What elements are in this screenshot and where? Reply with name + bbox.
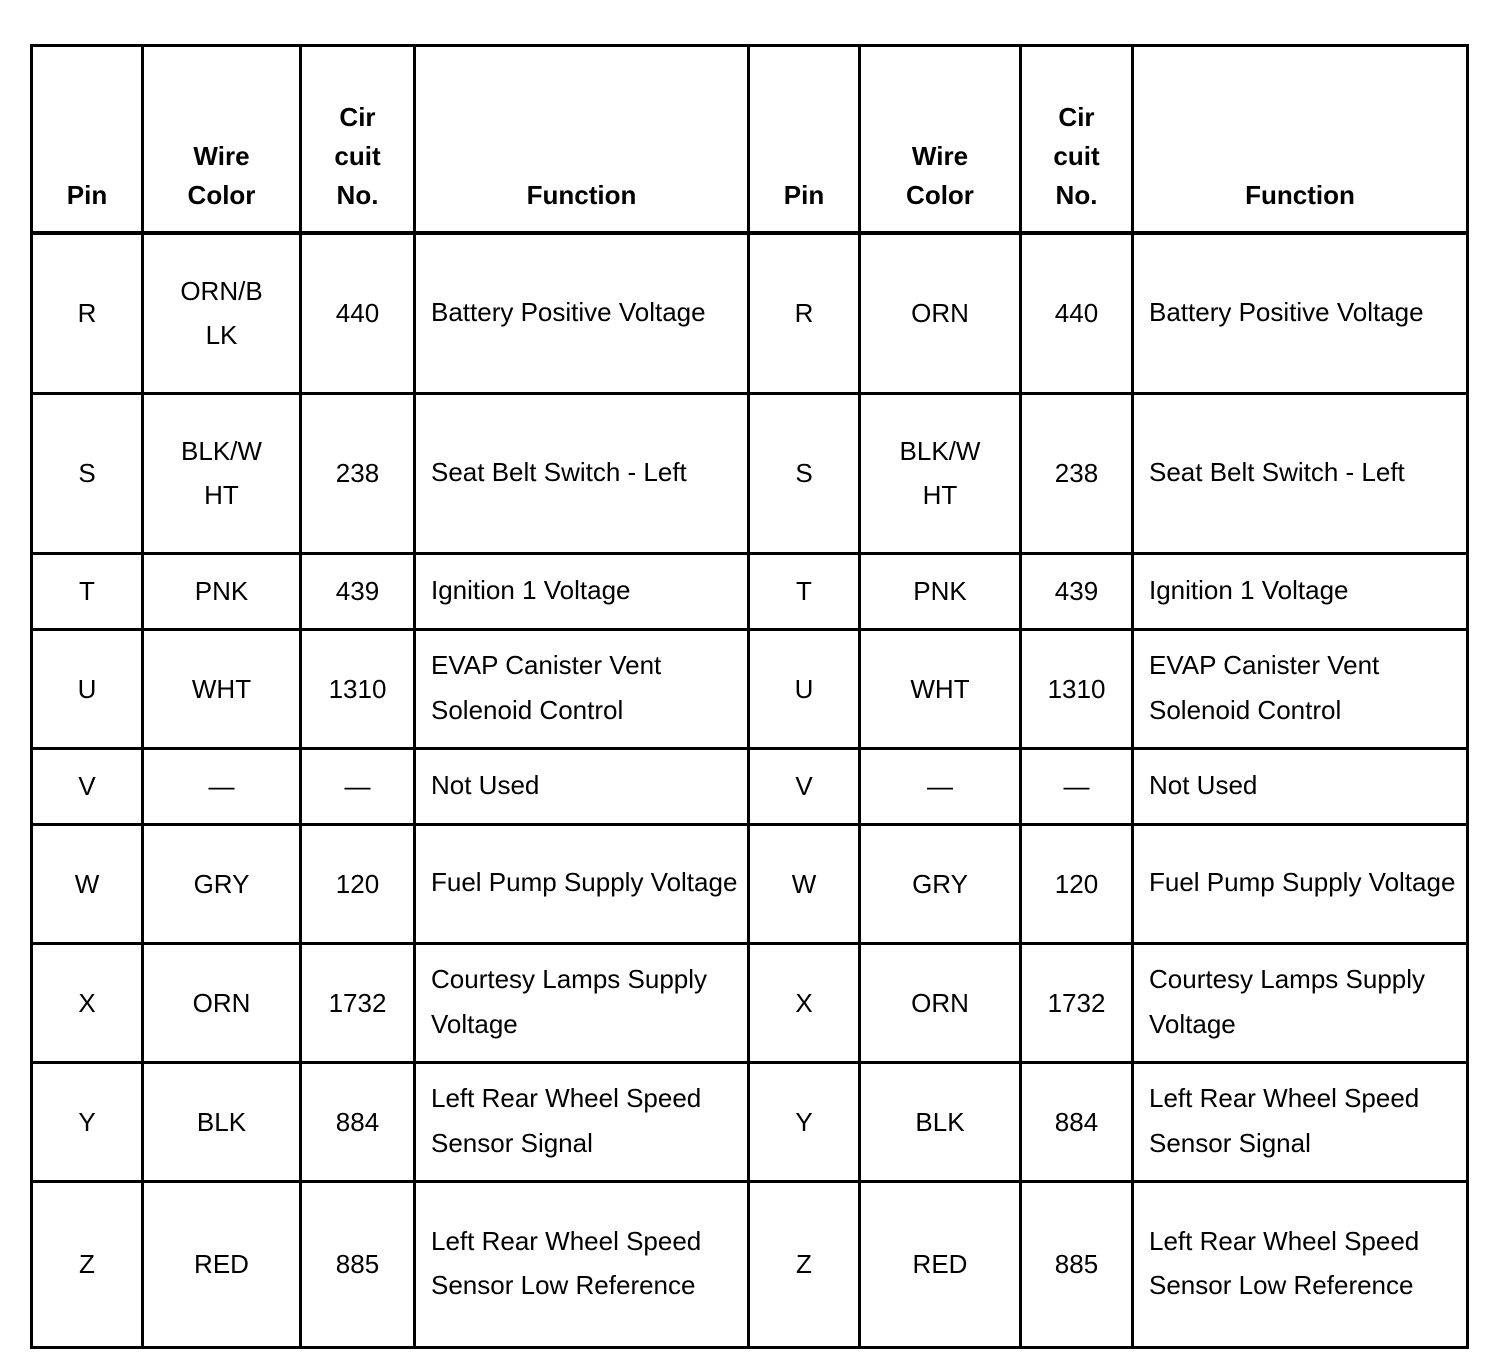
circuit-no-cell-right: 885 — [1021, 1181, 1133, 1347]
wire-color-cell-right: BLK/W HT — [860, 393, 1021, 553]
header-pin-left: Pin — [32, 46, 143, 234]
wire-color-cell-left: WHT — [143, 629, 301, 748]
circuit-no-cell-right: 238 — [1021, 393, 1133, 553]
function-cell-left: Ignition 1 Voltage — [415, 553, 749, 629]
pin-cell-left: V — [32, 748, 143, 824]
table-row — [32, 553, 1468, 629]
function-cell-right: Left Rear Wheel Speed Sensor Signal — [1133, 1062, 1468, 1181]
wire-color-cell-left: GRY — [143, 824, 301, 943]
table-row — [32, 824, 1468, 943]
function-cell-left: Courtesy Lamps Supply Voltage — [415, 943, 749, 1062]
table-row — [32, 233, 1468, 393]
circuit-no-cell-left: 440 — [301, 233, 415, 393]
wire-color-cell-right: BLK — [860, 1062, 1021, 1181]
header-circuit-no-right: Cir cuit No. — [1021, 46, 1133, 234]
pin-cell-right: S — [749, 393, 860, 553]
wire-color-cell-right: RED — [860, 1181, 1021, 1347]
wire-color-cell-left: ORN/B LK — [143, 233, 301, 393]
wire-color-cell-right: — — [860, 748, 1021, 824]
table-row — [32, 393, 1468, 553]
circuit-no-cell-right: 440 — [1021, 233, 1133, 393]
function-cell-right: Not Used — [1133, 748, 1468, 824]
header-wire-color-right: Wire Color — [860, 46, 1021, 234]
table-row — [32, 629, 1468, 748]
function-cell-left: Left Rear Wheel Speed Sensor Low Reference — [415, 1181, 749, 1347]
function-cell-left: Seat Belt Switch - Left — [415, 393, 749, 553]
circuit-no-cell-right: — — [1021, 748, 1133, 824]
circuit-no-cell-left: 439 — [301, 553, 415, 629]
circuit-no-cell-left: 120 — [301, 824, 415, 943]
table-body — [32, 233, 1468, 1347]
table-row — [32, 748, 1468, 824]
function-cell-right: Battery Positive Voltage — [1133, 233, 1468, 393]
circuit-no-cell-left: 884 — [301, 1062, 415, 1181]
pin-cell-right: X — [749, 943, 860, 1062]
circuit-no-cell-right: 1310 — [1021, 629, 1133, 748]
circuit-no-cell-left: 885 — [301, 1181, 415, 1347]
wire-color-cell-left: ORN — [143, 943, 301, 1062]
wire-color-cell-left: — — [143, 748, 301, 824]
table-row — [32, 943, 1468, 1062]
wire-color-cell-left: RED — [143, 1181, 301, 1347]
function-cell-left: Fuel Pump Supply Voltage — [415, 824, 749, 943]
circuit-no-cell-right: 884 — [1021, 1062, 1133, 1181]
function-cell-right: Fuel Pump Supply Voltage — [1133, 824, 1468, 943]
wire-color-cell-left: BLK — [143, 1062, 301, 1181]
pin-cell-left: T — [32, 553, 143, 629]
circuit-no-cell-left: 238 — [301, 393, 415, 553]
header-row — [32, 46, 1468, 234]
connector-pin-table — [30, 44, 1469, 1349]
pin-cell-right: U — [749, 629, 860, 748]
function-cell-left: Battery Positive Voltage — [415, 233, 749, 393]
circuit-no-cell-right: 439 — [1021, 553, 1133, 629]
pin-cell-right: W — [749, 824, 860, 943]
circuit-no-cell-right: 1732 — [1021, 943, 1133, 1062]
function-cell-right: EVAP Canister Vent Solenoid Control — [1133, 629, 1468, 748]
pin-cell-left: Y — [32, 1062, 143, 1181]
pin-cell-left: S — [32, 393, 143, 553]
function-cell-left: EVAP Canister Vent Solenoid Control — [415, 629, 749, 748]
wire-color-cell-right: PNK — [860, 553, 1021, 629]
circuit-no-cell-left: 1310 — [301, 629, 415, 748]
function-cell-left: Left Rear Wheel Speed Sensor Signal — [415, 1062, 749, 1181]
header-function-left: Function — [415, 46, 749, 234]
function-cell-right: Left Rear Wheel Speed Sensor Low Reference — [1133, 1181, 1468, 1347]
wire-color-cell-right: ORN — [860, 943, 1021, 1062]
pin-cell-right: T — [749, 553, 860, 629]
wire-color-cell-left: PNK — [143, 553, 301, 629]
header-function-right: Function — [1133, 46, 1468, 234]
table-row — [32, 1181, 1468, 1347]
circuit-no-cell-right: 120 — [1021, 824, 1133, 943]
pin-cell-left: R — [32, 233, 143, 393]
header-pin-right: Pin — [749, 46, 860, 234]
pin-cell-right: Y — [749, 1062, 860, 1181]
function-cell-right: Ignition 1 Voltage — [1133, 553, 1468, 629]
wire-color-cell-right: ORN — [860, 233, 1021, 393]
pin-cell-right: Z — [749, 1181, 860, 1347]
pin-cell-left: X — [32, 943, 143, 1062]
header-circuit-no-left: Cir cuit No. — [301, 46, 415, 234]
function-cell-right: Seat Belt Switch - Left — [1133, 393, 1468, 553]
circuit-no-cell-left: — — [301, 748, 415, 824]
header-wire-color-left: Wire Color — [143, 46, 301, 234]
wire-color-cell-right: GRY — [860, 824, 1021, 943]
pin-cell-left: Z — [32, 1181, 143, 1347]
pin-cell-right: V — [749, 748, 860, 824]
pin-cell-left: U — [32, 629, 143, 748]
table-row — [32, 1062, 1468, 1181]
function-cell-right: Courtesy Lamps Supply Voltage — [1133, 943, 1468, 1062]
wire-color-cell-left: BLK/W HT — [143, 393, 301, 553]
wire-color-cell-right: WHT — [860, 629, 1021, 748]
pin-cell-right: R — [749, 233, 860, 393]
pin-cell-left: W — [32, 824, 143, 943]
circuit-no-cell-left: 1732 — [301, 943, 415, 1062]
function-cell-left: Not Used — [415, 748, 749, 824]
